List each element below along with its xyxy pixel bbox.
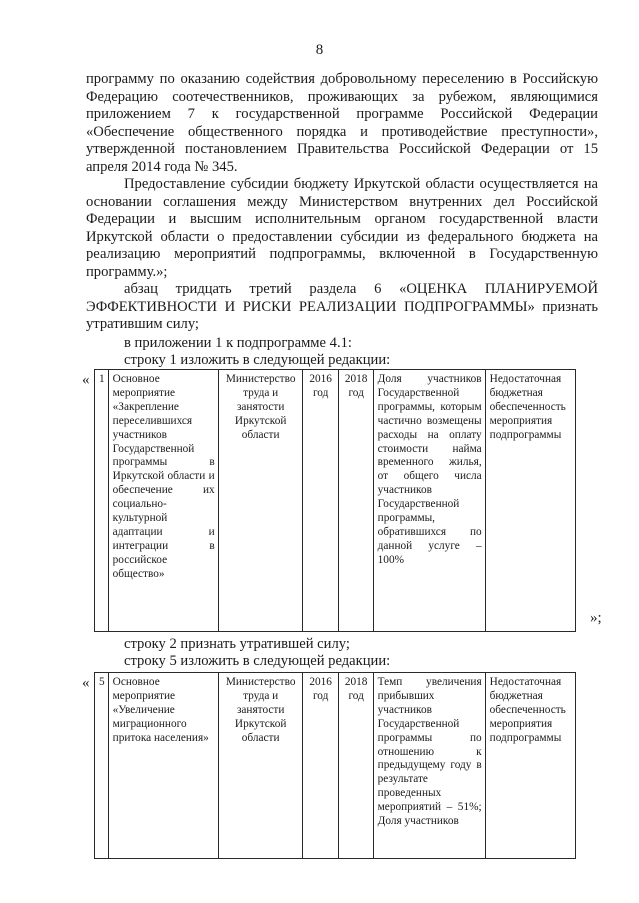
close-quote-1: »; (590, 610, 602, 626)
row-number: 1 (95, 370, 109, 632)
risk: Недостаточная бюджетная обеспеченность мероприятия подпрограммы (485, 370, 575, 632)
paragraph-subsidy: Предоставление субсидии бюджету Иркутской области осуществляется на основании соглашения между Министерством внутренних дел Российской Федерации и высшим исполнительным органом государственной власти Иркутской области о предоставлении субсидии из федерального бюджета на реализацию мероприятий подпрограммы, включенной в Государственную программу.»; (86, 176, 598, 280)
risk: Недостаточная бюджетная обеспеченность мероприятия подпрограммы (485, 673, 575, 859)
indicator: Темп увеличения прибывших участников Государственной программы по отношению к предыдущему году в результате проведенных мероприятий – 51%; Доля участников (373, 673, 485, 859)
paragraph-row1-intro: строку 1 изложить в следующей редакции: (124, 352, 391, 368)
table-row (95, 673, 576, 859)
row-number: 5 (95, 673, 109, 859)
start-year: 2016 год (302, 370, 338, 632)
paragraph-section6: абзац тридцать третий раздела 6 «ОЦЕНКА ПЛАНИРУЕМОЙ ЭФФЕКТИВНОСТИ И РИСКИ РЕАЛИЗАЦИИ ПОДПРОГРАММЫ» признать утратившим силу; (86, 281, 598, 332)
document-body-top (86, 71, 598, 334)
event-name: Основное мероприятие «Увеличение миграционного притока населения» (108, 673, 218, 859)
indicator: Доля участников Государственной программы, которым частично возмещены расходы на оплату стоимости найма временного жилья, от общего числа участников Государственной программы, обратившихся по данной услуге – 100% (373, 370, 485, 632)
paragraph-program-reference: программу по оказанию содействия добровольному переселению в Российскую Федерацию соотечественников, проживающих за рубежом, являющимися приложением 7 к государственной программе Российской Федерации «Обеспечение общественного порядка и противодействие преступности», утвержденной постановлением Правительства Российской Федерации от 15 апреля 2014 года № 345. (86, 71, 598, 175)
event-name: Основное мероприятие «Закрепление переселившихся участников Государственной программы в Иркутской области и обеспечение их социально-культурной адаптации и интеграции в российское общество» (108, 370, 218, 632)
open-quote-2: « (82, 675, 90, 691)
end-year: 2018 год (338, 673, 373, 859)
executor: Министерство труда и занятости Иркутской области (218, 673, 302, 859)
table-row-1 (94, 369, 576, 632)
table-row (95, 370, 576, 632)
paragraph-appendix: в приложении 1 к подпрограмме 4.1: (124, 335, 352, 351)
table-row-5 (94, 672, 576, 859)
page-number: 8 (315, 42, 324, 58)
paragraph-row2: строку 2 признать утратившей силу; (124, 636, 350, 652)
start-year: 2016 год (302, 673, 338, 859)
end-year: 2018 год (338, 370, 373, 632)
executor: Министерство труда и занятости Иркутской области (218, 370, 302, 632)
open-quote-1: « (82, 372, 90, 388)
paragraph-row5-intro: строку 5 изложить в следующей редакции: (124, 653, 391, 669)
